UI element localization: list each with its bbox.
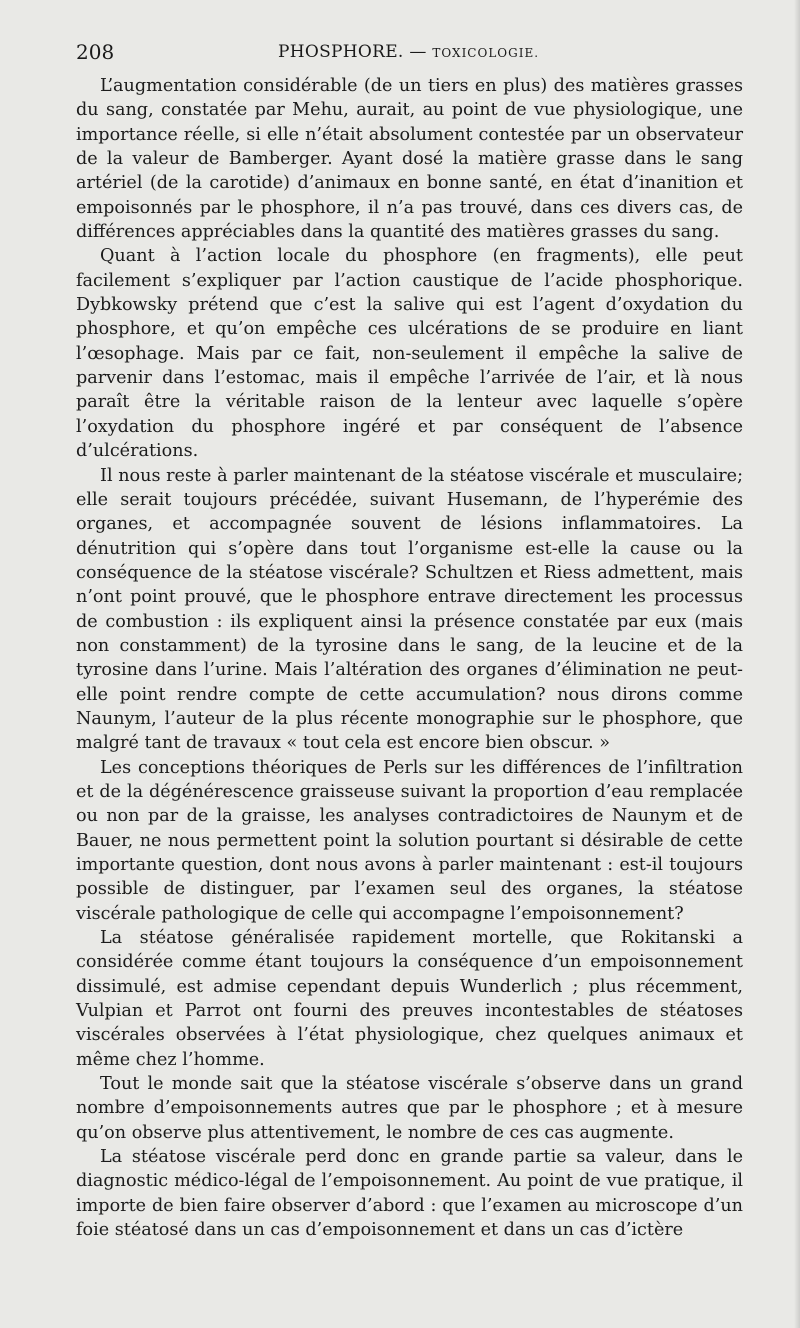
paragraph-5: La stéatose généralisée rapidement mortelle, que Rokitanski a considérée comme étant toujours la conséquence d’un empoisonnement dissimulé, est admise cependant depuis Wunderlich ; plus récemment, Vulpian et Parrot ont fourni des preuves incontestables de stéatoses viscérales observées à l’état physiologique, chez quelques animaux et même chez l’homme. [76,928,743,1070]
body-text [76,74,743,1243]
page-number: 208 [76,40,115,64]
running-title-main: PHOSPHORE. [277,42,404,62]
paragraph-7: La stéatose viscérale perd donc en grande partie sa valeur, dans le diagnostic médico-légal de l’empoisonnement. Au point de vue pratique, il importe de bien faire observer d’abord : que l’examen au microscope d’un foie stéatosé dans un cas d’empoisonnement et dans un cas d’ictère [76,1147,743,1241]
page-edge-shadow [794,0,800,1328]
running-title-separator: — [409,42,427,62]
paragraph-3: Il nous reste à parler maintenant de la stéatose viscérale et musculaire; elle serait toujours précédée, suivant Husemann, de l’hyperémie des organes, et accompagnée souvent de lésions inflammatoires. La dénutrition qui s’opère dans tout l’organisme est-elle la cause ou la conséquence de la stéatose viscérale? Schultzen et Riess admettent, mais n’ont point prouvé, que le phosphore entrave directement les processus de combustion : ils expliquent ainsi la présence constatée par eux (mais non constamment) de la tyrosine dans le sang, de la leucine et de la tyrosine dans l’urine. Mais l’altération des organes d’élimination ne peut-elle point rendre compte de cette accumulation? nous dirons comme Naunym, l’auteur de la plus récente monographie sur le phosphore, que malgré tant de travaux « tout cela est encore bien obscur. » [76,465,743,754]
paragraph-6: Tout le monde sait que la stéatose viscérale s’observe dans un grand nombre d’empoisonnements autres que par le phosphore ; et à mesure qu’on observe plus attentivement, le nombre de ces cas augmente. [76,1074,743,1143]
running-title [76,42,741,62]
paragraph-4: Les conceptions théoriques de Perls sur les différences de l’infiltration et de la dégénérescence graisseuse suivant la proportion d’eau remplacée ou non par de la graisse, les analyses contradictoires de Naunym et de Bauer, ne nous permettent point la solution pourtant si désirable de cette importante question, dont nous avons à parler maintenant : est-il toujours possible de distinguer, par l’examen seul des organes, la stéatose viscérale pathologique de celle qui accompagne l’empoisonnement? [76,757,743,924]
paragraph-1: L’augmentation considérable (de un tiers en plus) des matières grasses du sang, constatée par Mehu, aurait, au point de vue physiologique, une importance réelle, si elle n’était absolument contestée par un observateur de la valeur de Bamberger. Ayant dosé la matière grasse dans le sang artériel (de la carotide) d’animaux en bonne santé, en état d’inanition et empoisonnés par le phosphore, il n’a pas trouvé, dans ces divers cas, de différences appréciables dans la quantité des matières grasses du sang. [76,76,743,243]
running-header [76,36,741,70]
paragraph-2: Quant à l’action locale du phosphore (en fragments), elle peut facilement s’expliquer par l’action caustique de l’acide phosphorique. Dybkowsky prétend que c’est la salive qui est l’agent d’oxydation du phosphore, et qu’on empêche ces ulcérations de se produire en liant l’œsophage. Mais par ce fait, non-seulement il empêche la salive de parvenir dans l’estomac, mais il empêche l’arrivée de l’air, et là nous paraît être la véritable raison de la lenteur avec laquelle s’opère l’oxydation du phosphore ingéré et par conséquent de l’absence d’ulcérations. [76,246,743,462]
running-title-sub: TOXICOLOGIE. [432,46,540,60]
